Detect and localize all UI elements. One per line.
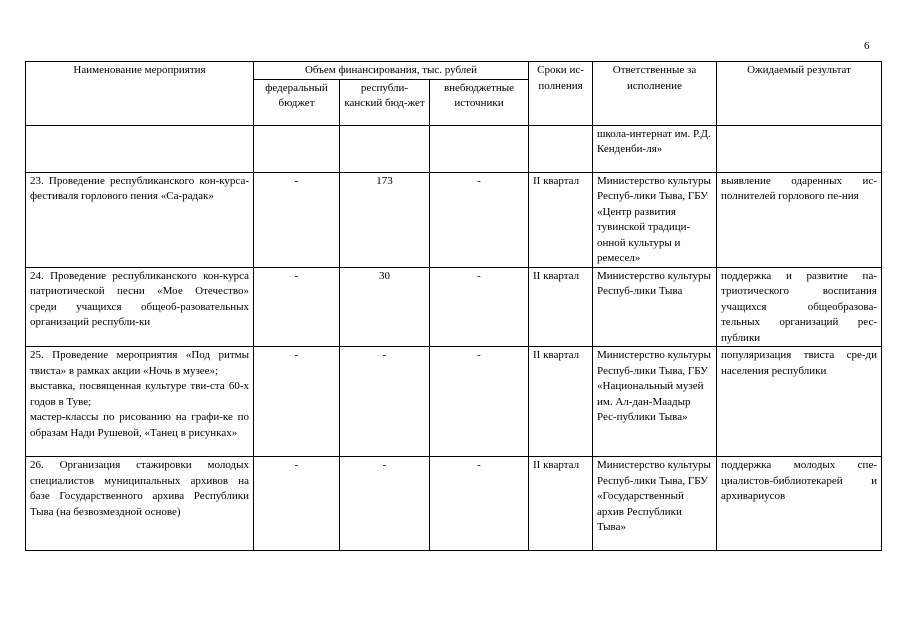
cell-republican: - [340, 457, 430, 551]
cell-deadline: II квартал [529, 347, 593, 457]
cell-name: 24. Проведение республиканского кон-курса патриотической песни «Мое Отечество» среди учащихся общеоб-разовательных организаций республи-ки [26, 267, 254, 347]
cell-republican [340, 125, 430, 172]
table-row [26, 267, 882, 347]
cell-federal: - [254, 347, 340, 457]
cell-result: выявление одаренных ис-полнителей горлового пе-ния [717, 172, 882, 267]
cell-deadline [529, 125, 593, 172]
table-row [26, 172, 882, 267]
header-republican: республи-канский бюд-жет [340, 79, 430, 125]
cell-result [717, 125, 882, 172]
cell-name: 23. Проведение республиканского кон-курса-фестиваля горлового пения «Са-радак» [26, 172, 254, 267]
cell-extrabudget: - [430, 347, 529, 457]
cell-responsible: Министерство культуры Респуб-лики Тыва, ГБУ «Национальный музей им. Ал-дан-Маадыр Рес-публики Тыва» [593, 347, 717, 457]
cell-extrabudget: - [430, 457, 529, 551]
page-number: 6 [864, 40, 870, 52]
cell-responsible: школа-интернат им. Р.Д. Кенденби-ля» [593, 125, 717, 172]
name-line: выставка, посвященная культуре тви-ста 60-х годов в Туве; [30, 380, 249, 408]
cell-republican: 173 [340, 172, 430, 267]
cell-federal: - [254, 457, 340, 551]
name-line: 25. Проведение мероприятия «Под ритмы твиста» в рамках акции «Ночь в музее»; [30, 349, 249, 377]
cell-name: 26. Организация стажировки молодых специалистов муниципальных архивов на базе Государственного архива Республики Тыва (на безвозмездной основе) [26, 457, 254, 551]
cell-result: популяризация твиста сре-ди населения республики [717, 347, 882, 457]
header-responsible: Ответственные за исполнение [593, 62, 717, 126]
header-federal: федеральный бюджет [254, 79, 340, 125]
header-row-1 [26, 62, 882, 80]
cell-extrabudget: - [430, 267, 529, 347]
cell-deadline: II квартал [529, 457, 593, 551]
events-table [25, 61, 882, 551]
cell-extrabudget [430, 125, 529, 172]
cell-extrabudget: - [430, 172, 529, 267]
header-funding: Объем финансирования, тыс. рублей [254, 62, 529, 80]
cell-result: поддержка и развитие па-триотического воспитания учащихся общеобразова-тельных организаций рес-публики [717, 267, 882, 347]
table-row [26, 347, 882, 457]
cell-republican: - [340, 347, 430, 457]
cell-deadline: II квартал [529, 267, 593, 347]
cell-responsible: Министерство культуры Респуб-лики Тыва [593, 267, 717, 347]
name-line: мастер-классы по рисованию на графи-ке по образам Нади Рушевой, «Танец в рисунках» [30, 411, 249, 439]
header-deadline: Сроки ис-полнения [529, 62, 593, 126]
cell-responsible: Министерство культуры Респуб-лики Тыва, ГБУ «Центр развития тувинской традици-онной культуры и ремесел» [593, 172, 717, 267]
table-row [26, 125, 882, 172]
header-extrabudget: внебюджетные источники [430, 79, 529, 125]
cell-responsible: Министерство культуры Респуб-лики Тыва, ГБУ «Государственный архив Республики Тыва» [593, 457, 717, 551]
cell-name [26, 347, 254, 457]
cell-federal: - [254, 172, 340, 267]
header-result: Ожидаемый результат [717, 62, 882, 126]
cell-name [26, 125, 254, 172]
cell-republican: 30 [340, 267, 430, 347]
header-name: Наименование мероприятия [26, 62, 254, 126]
cell-deadline: II квартал [529, 172, 593, 267]
cell-result: поддержка молодых спе-циалистов-библиотекарей и архивариусов [717, 457, 882, 551]
cell-federal: - [254, 267, 340, 347]
table-row [26, 457, 882, 551]
cell-federal [254, 125, 340, 172]
